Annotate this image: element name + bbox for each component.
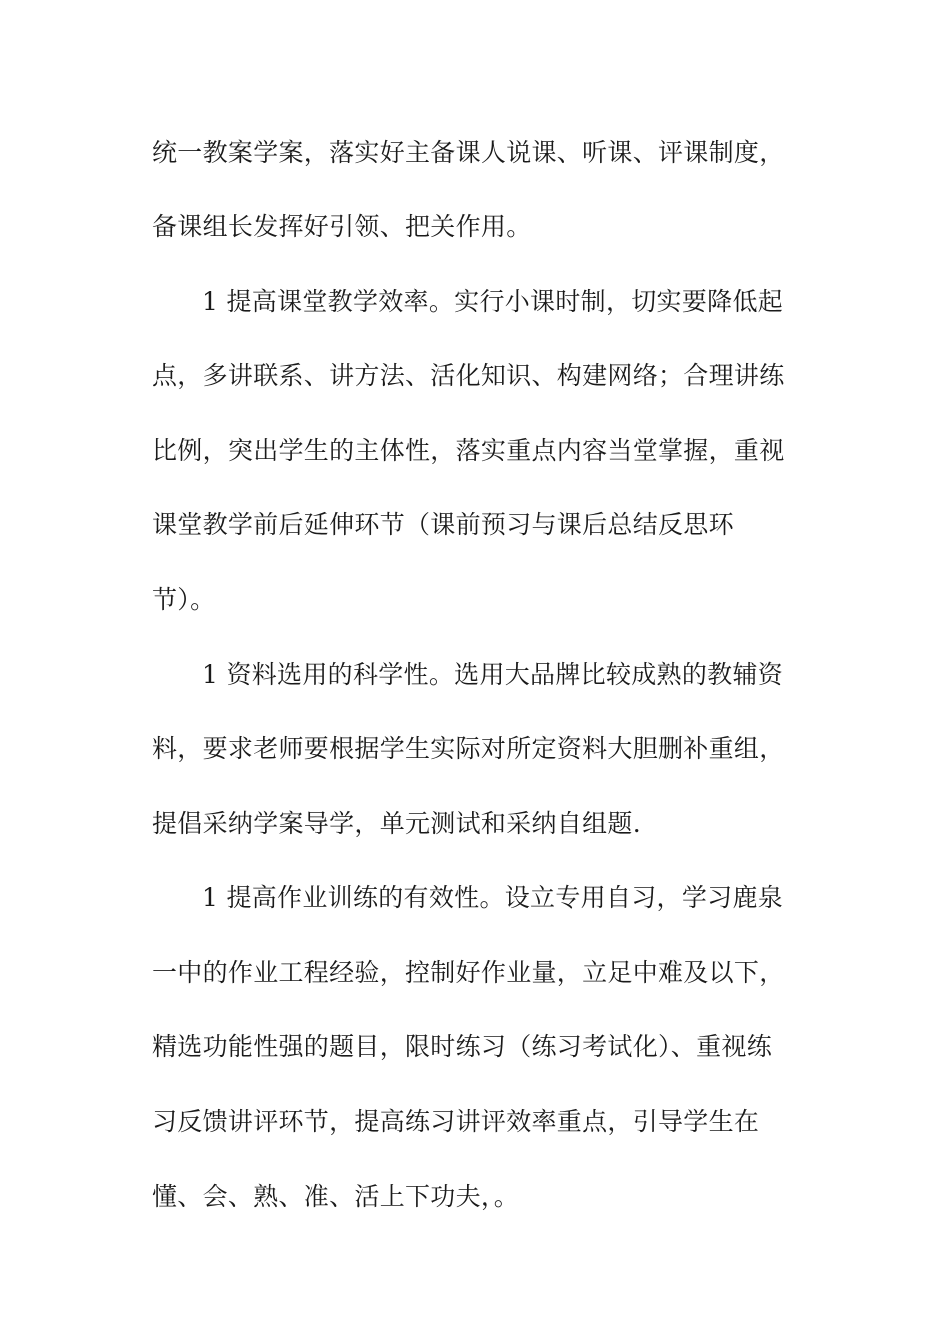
text-line: 课堂教学前后延伸环节（课前预习与课后总结反思环 bbox=[152, 510, 734, 539]
text-line: 备课组长发挥好引领、把关作用。 bbox=[152, 212, 532, 241]
paragraph-start-line: 1 提高课堂教学效率。实行小课时制，切实要降低起 bbox=[202, 287, 784, 316]
text-line: 点，多讲联系、讲方法、活化知识、构建网络；合理讲练 bbox=[152, 361, 785, 390]
text-line: 习反馈讲评环节，提高练习讲评效率重点，引导学生在 bbox=[152, 1107, 760, 1136]
paragraph-start-line: 1 资料选用的科学性。选用大品牌比较成熟的教辅资 bbox=[202, 660, 784, 689]
text-line: 料，要求老师要根据学生实际对所定资料大胆删补重组， bbox=[152, 734, 785, 763]
text-line: 比例，突出学生的主体性，落实重点内容当堂掌握，重视 bbox=[152, 436, 785, 465]
text-line: 一中的作业工程经验，控制好作业量，立足中难及以下， bbox=[152, 958, 785, 987]
paragraph-start-line: 1 提高作业训练的有效性。设立专用自习，学习鹿泉 bbox=[202, 883, 784, 912]
text-line: 统一教案学案，落实好主备课人说课、听课、评课制度， bbox=[152, 138, 785, 167]
text-line: 提倡采纳学案导学，单元测试和采纳自组题. bbox=[152, 809, 641, 838]
text-line: 精选功能性强的题目，限时练习（练习考试化）、重视练 bbox=[152, 1032, 773, 1061]
text-line: 节）。 bbox=[152, 585, 216, 614]
text-line: 懂、会、熟、准、活上下功夫，。 bbox=[152, 1182, 520, 1211]
